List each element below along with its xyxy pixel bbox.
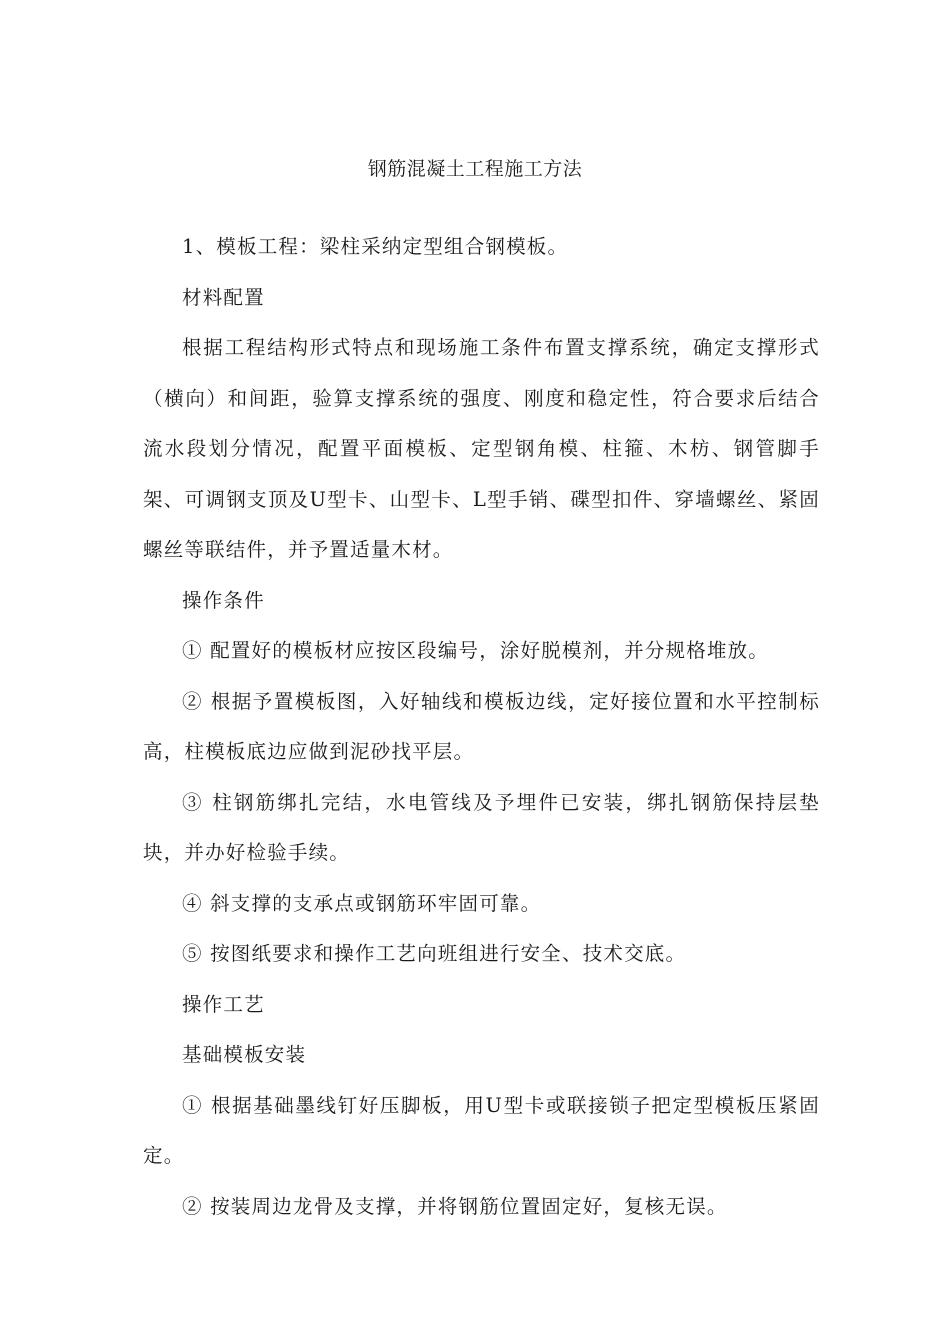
- list-item-foundation-1: ① 根据基础墨线钉好压脚板，用U型卡或联接锁子把定型模板压紧固定。: [143, 1093, 820, 1167]
- list-item-condition-1: ① 配置好的模板材应按区段编号，涂好脱模剂，并分规格堆放。: [182, 639, 769, 662]
- list-item-condition-3: ③ 柱钢筋绑扎完结，水电管线及予埋件已安装，绑扎钢筋保持层垫块，并办好检验手续。: [143, 790, 820, 864]
- list-item-foundation-2: ② 按装周边龙骨及支撑，并将钢筋位置固定好，复核无误。: [182, 1194, 728, 1218]
- heading-foundation-formwork: 基础模板安装: [182, 1043, 307, 1066]
- list-item-condition-4: ④ 斜支撑的支承点或钢筋环牢固可靠。: [182, 891, 542, 915]
- paragraph-material-config: 根据工程结构形式特点和现场施工条件布置支撑系统，确定支撑形式（横向）和间距，验算支撑系统的强度、刚度和稳定性，符合要求后结合流水段划分情况，配置平面模板、定型钢角模、柱箍、木枋、钢管脚手架、可调钢支顶及U型卡、山型卡、L型手销、碟型扣件、穿墙螺丝、紧固螺丝等联结件，并予置适量木材。: [143, 336, 820, 561]
- paragraph-formwork-intro: 1、模板工程：梁柱采纳定型组合钢模板。: [182, 235, 569, 258]
- heading-operating-process: 操作工艺: [182, 992, 265, 1016]
- heading-operating-conditions: 操作条件: [182, 588, 265, 612]
- heading-material-config: 材料配置: [182, 285, 265, 309]
- document-body: [143, 222, 820, 1232]
- list-item-condition-2: ② 根据予置模板图，入好轴线和模板边线，定好接位置和水平控制标高，柱模板底边应做到泥砂找平层。: [143, 689, 820, 763]
- list-item-condition-5: ⑤ 按图纸要求和操作工艺向班组进行安全、技术交底。: [182, 942, 687, 965]
- document-title: 钢筋混凝土工程施工方法: [367, 158, 583, 180]
